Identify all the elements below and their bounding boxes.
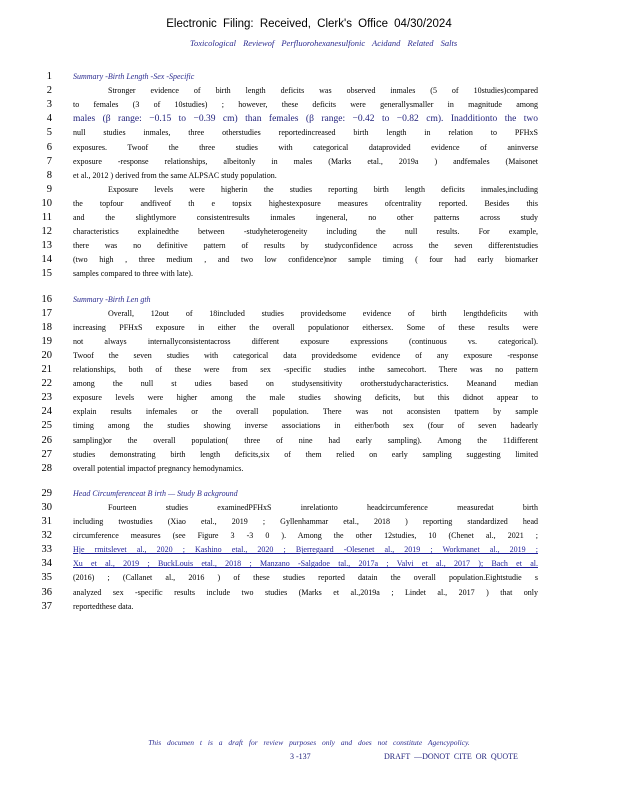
section-heading: Summary -Birth Length -Sex -Specific [73, 72, 195, 81]
page-number: 3 -137 [290, 752, 311, 761]
document-line [0, 363, 618, 377]
line-number: 28 [41, 462, 52, 474]
document-line [0, 586, 618, 600]
document-line [0, 335, 618, 349]
line-text: to females (3 of 10studies) ; however, these deficits were generallysmaller in magnitude among [73, 100, 538, 110]
line-number: 31 [41, 516, 52, 527]
document-line [0, 405, 618, 419]
line-text: analyzed sex -specific results include two studies (Marks et al.,2019a ; Lindet al., 2017 ) that only [73, 587, 538, 597]
section-heading: Summary -Birth Len gth [73, 294, 151, 304]
document-line [0, 307, 618, 321]
line-text: exposure -response relationships, albeitonly in males (Marks etal., 2019a ) andfemales (Maisonet [73, 156, 538, 166]
document-line [0, 571, 618, 585]
line-number: 24 [41, 406, 52, 418]
line-number: 11 [41, 212, 52, 223]
line-number: 13 [41, 240, 52, 252]
line-number: 3 [46, 99, 52, 111]
line-text: exposure levels were higher among the male studies showing deficits, but this didnot appear to [73, 393, 538, 403]
line-text: explain results infemales or the overall population. There was not aconsisten tpattern by sample [73, 407, 538, 417]
line-number: 22 [41, 378, 52, 390]
line-number: 30 [41, 501, 52, 513]
line-number: 33 [41, 544, 52, 556]
line-number: 4 [46, 113, 52, 125]
document-line [0, 169, 618, 183]
document-line [0, 462, 618, 476]
line-text: null studies inmales, three otherstudies reportedincreased birth length in relation to PFHxS [73, 128, 538, 138]
document-line [0, 501, 618, 515]
line-text: the topfour andfiveof th e topsix highestexposure measures ofcentrality reported. Besides this [73, 198, 538, 208]
line-text: studies demonstrating birth length deficits,six of them relied on early sampling suggesting limited [73, 449, 538, 459]
line-text: sampling)or the overall population( three of nine had early sampling). Among the 11different [73, 435, 538, 445]
line-number: 32 [41, 530, 52, 542]
line-number: 29 [41, 487, 52, 499]
line-number: 17 [41, 307, 52, 319]
document-line [0, 267, 618, 281]
line-number: 16 [41, 293, 52, 305]
document-line [0, 253, 618, 267]
section-heading: Head Circumferenceat B irth — Study B ackground [73, 488, 238, 498]
line-number: 35 [41, 572, 52, 584]
line-number: 1 [46, 71, 52, 82]
document-line [0, 600, 618, 614]
line-text: et al., 2012 ) derived from the same ALPSAC study population. [73, 170, 277, 180]
line-number: 19 [41, 335, 52, 347]
document-line [0, 515, 618, 529]
document-line [0, 112, 618, 126]
line-text: Fourteen studies examinedPFHxS inrelationto headcircumference measuredat birth [108, 502, 538, 512]
line-number: 34 [41, 558, 52, 570]
document-line [0, 98, 618, 112]
line-text: reportedthese data. [73, 601, 134, 611]
document-line [0, 239, 618, 253]
document-line [0, 70, 618, 84]
line-text: and the slightlymore consistentresults inmales ingeneral, no other patterns across study [73, 213, 538, 222]
line-text: including twostudies (Xiao etal., 2019 ; Gyllenhammar etal., 2018 ) reporting standardized head [73, 517, 538, 526]
line-text: males (β range: −0.15 to −0.39 cm) than females (β range: −0.42 to −0.82 cm). Inadditionto the two [73, 114, 538, 125]
document-line [0, 487, 618, 501]
line-number: 14 [41, 254, 52, 266]
line-text: Exposure levels were higherin the studies reporting birth length deficits inmales,including [108, 184, 538, 194]
line-text: timing among the studies showing inverse associations in either/both sex (four of seven hadearly [73, 421, 538, 431]
line-number: 7 [46, 155, 52, 167]
line-number: 36 [41, 586, 52, 598]
filing-stamp: Electronic Filing: Received, Clerk's Office 04/30/2024 [166, 18, 452, 30]
line-text: overall potential impactof pregnancy hemodynamics. [73, 463, 244, 473]
line-number: 15 [41, 268, 52, 280]
line-text: samples compared to three with late). [73, 269, 193, 279]
line-number: 20 [41, 349, 52, 361]
document-line [0, 183, 618, 197]
document-line [0, 126, 618, 140]
line-text: Stronger evidence of birth length deficits was observed inmales (5 of 10studies)compared [108, 86, 538, 96]
document-line [0, 419, 618, 433]
line-number: 37 [41, 600, 52, 612]
document-line [0, 377, 618, 391]
line-text: circumference measures (see Figure 3 -3 0 ). Among the other 12studies, 10 (Chenet al., 2021 ; [73, 531, 538, 541]
line-text: Overall, 12out of 18included studies providedsome evidence of birth lengthdeficits with [108, 308, 538, 318]
line-text: increasing PFHxS exposure in either the overall populationor eithersex. Some of these results were [73, 322, 538, 332]
line-text[interactable]: Hje rmitslevet al., 2020 ; Kashino etal., 2020 ; Bjerregaard -Olesenet al., 2019 ; Workmanet al., 2019 ; [73, 545, 538, 555]
line-text: there was no definitive pattern of results by studyconfidence across the seven differentstudies [73, 241, 538, 251]
line-number: 10 [41, 197, 52, 209]
document-line [0, 321, 618, 335]
footer-disclaimer: This documen t is a draft for review purposes only and does not constitute Agencypolicy. [148, 738, 470, 747]
document-line [0, 529, 618, 543]
line-number: 8 [46, 169, 52, 181]
line-text: among the null st udies based on studysensitivity orotherstudycharacteristics. Meanand median [73, 379, 538, 389]
line-number: 9 [46, 183, 52, 195]
line-number: 23 [41, 392, 52, 404]
line-text[interactable]: Xu et al., 2019 ; BuckLouis etal., 2018 ; Manzano -Salgadoe tal., 2017a ; Valvi et al., 2017 ); Bach et al. [73, 559, 538, 569]
line-number: 12 [41, 226, 52, 238]
line-text: (two high , three medium , and two low confidence)nor sample timing ( four had early biomarker [73, 255, 538, 265]
document-line [0, 84, 618, 98]
document-line [0, 211, 618, 225]
line-number: 27 [41, 448, 52, 460]
document-line [0, 225, 618, 239]
line-number: 21 [41, 364, 52, 375]
document-line [0, 543, 618, 557]
document-line [0, 155, 618, 169]
line-number: 25 [41, 420, 52, 432]
line-text: not always internallyconsistentacross different exposure expressions (continuous vs. categorical). [73, 336, 538, 346]
document-line [0, 293, 618, 307]
document-line [0, 141, 618, 155]
line-number: 18 [41, 321, 52, 333]
document-line [0, 197, 618, 211]
line-text: (2016) ; (Callanet al., 2016 ) of these studies reported datain the overall population.Eightstudie s [73, 573, 538, 583]
draft-notice: DRAFT —DONOT CITE OR QUOTE [384, 752, 518, 761]
running-title: Toxicological Reviewof Perfluorohexanesulfonic Acidand Related Salts [190, 38, 458, 48]
document-line [0, 448, 618, 462]
line-number: 5 [46, 127, 52, 139]
line-number: 2 [46, 85, 52, 97]
line-text: characteristics explainedthe between -studyheterogeneity including the null results. For example, [73, 227, 538, 237]
line-number: 6 [46, 141, 52, 153]
document-line [0, 557, 618, 571]
line-number: 26 [41, 434, 52, 446]
line-text: Twoof the seven studies with categorical data providedsome evidence of any exposure -response [73, 350, 538, 360]
line-text: exposures. Twoof the three studies with categorical dataprovided evidence of aninverse [73, 142, 538, 152]
document-line [0, 391, 618, 405]
document-line [0, 434, 618, 448]
document-line [0, 349, 618, 363]
line-text: relationships, both of these were from sex -specific studies inthe samecohort. There was no pattern [73, 365, 538, 374]
